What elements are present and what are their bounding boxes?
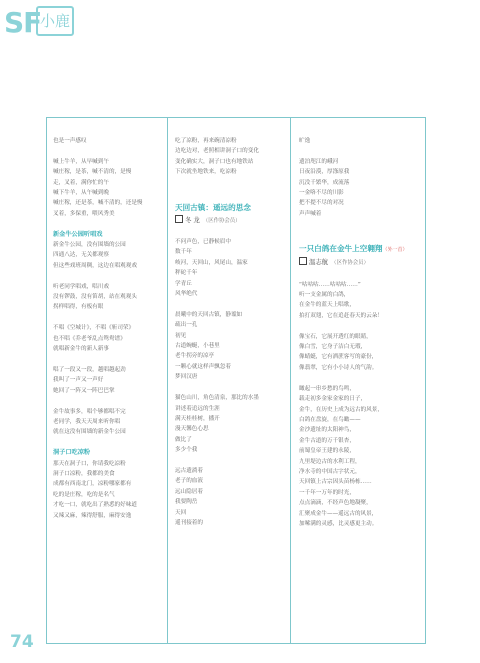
poem-line: 听一支金属的白鸽， (299, 292, 350, 299)
poem-line: 洞子口凉粉，我都的美食 (53, 470, 115, 477)
author-box-icon (299, 257, 307, 265)
poem-line: 我叫了一声又一声好 (53, 377, 104, 384)
poem-line: 拍打双翅，它在追赶春天的云朵！ (299, 312, 383, 319)
column-2-text-a (175, 136, 287, 178)
poem-line: 远古遗淌着 (175, 467, 203, 474)
poem-line: 才吃一口，就吃出了熟悉的好味道 (53, 502, 137, 509)
column-2 (175, 136, 287, 528)
poem-line: 白鸽在盘旋，在鸟瞰—— (299, 416, 361, 423)
column-3-text-b (299, 280, 423, 530)
poem-line: 她回了一阵又一阵巴巴掌 (53, 387, 115, 394)
poem-line: 瞰起一串乡愁的鸟鸣， (299, 385, 355, 392)
poem-line: 拐样唱得，有板有眼 (53, 304, 104, 311)
poem-line (53, 396, 163, 406)
poem-line: 九里堤边古的水利工程， (299, 458, 361, 465)
poem-line: 遗泊咫江的峨河 (299, 158, 339, 165)
poem-line: 那天在洞子口，你请我吃凉粉 (53, 460, 126, 467)
poem-line (53, 313, 163, 323)
poem-line: 风华绝代 (175, 291, 198, 298)
poem-line: 像蜻蜓，它有洒蔗客写的豪份， (299, 354, 378, 361)
poem-line: 一千年一万年的时光， (299, 489, 355, 496)
poem-line (175, 456, 287, 466)
column-3-text-a (299, 136, 423, 219)
poem-title-white-dove (299, 243, 423, 256)
poem-line (299, 321, 423, 331)
poem-line: 叉着，多保重，喂风秀美 (53, 210, 115, 217)
logo-text: SF (4, 6, 42, 39)
poem-line: 远山隐居着 (175, 488, 203, 495)
column-3 (299, 136, 423, 529)
poem-line: 加嗦满的灵感，比灵感更主动。 (299, 520, 378, 527)
author-line-2 (175, 214, 287, 227)
poem-line: 前蜀皇帝王建的永陵， (299, 448, 355, 455)
poem-line: 猫色山川，角色清泉，那比的水墨 (175, 395, 259, 402)
poem-line: 在金牛的蓝天上唱歌， (299, 302, 355, 309)
poem-line: 下次就坐地铁来，吃凉粉 (175, 169, 237, 176)
page-number: 74 (10, 632, 34, 652)
poem-line: 多少个我 (175, 447, 198, 454)
poem-line: 把不提不尽的对况 (299, 200, 344, 207)
poem-line: 就在这没有围墙的新金牛公园 (53, 429, 126, 436)
poem-line: 天回 (175, 509, 187, 516)
poem-line: 日夜沿漠，厚涤原我 (299, 169, 350, 176)
poem-line: 载走初多金家金家的日子， (299, 396, 367, 403)
poem-line: 数千年 (175, 249, 192, 256)
poem-line: 成都有西南北门，凉粉哪家都有 (53, 481, 132, 488)
poem-line: 四通八达，无关都观察 (53, 252, 109, 259)
poem-line (53, 146, 163, 156)
poem-frame (46, 117, 426, 644)
poem-line: 讲述着追远的生涯 (175, 405, 220, 412)
poem-line: 金牛古道的万千银杏， (299, 437, 355, 444)
poem-line (53, 271, 163, 281)
poem-line: 做比了 (175, 436, 192, 443)
column-1-text-c (53, 459, 163, 521)
poem-title-tianhui: 天回古镇：遥远的思念 (175, 202, 251, 212)
poem-line: 喊庄稼，还是茶，喊不清的，还是慢 (53, 200, 143, 207)
poem-line: 新金牛公园，没有围墙的公园 (53, 242, 126, 249)
poem-line: 像翡翠，它有小小诗人的气韵。 (299, 364, 378, 371)
poem-line: 也是一声感叹 (53, 138, 87, 144)
poem-line (299, 373, 423, 383)
poem-line: 金沙遗址的太阳神鸟， (299, 427, 355, 434)
poem-line: 点点滴滴，不经声色地凝聚， (299, 500, 372, 507)
author-name-3: 温志航 (309, 258, 329, 267)
poem-line: 变化确实大，洞子口也有地铁站 (175, 158, 254, 165)
poem-line: 老牛拐旁的凉亭 (175, 353, 215, 360)
poem-line: 喊下牛羊，从午喊到晚 (53, 190, 109, 197)
poem-line: 吃了凉粉，再来碗清凉粉 (175, 138, 237, 144)
poem-line: 旷逸 (299, 138, 311, 144)
poem-line: 但这些戏班周稠，这边在唱观观戏 (53, 262, 137, 269)
poem-line: 也不唱《乔老爷乱点鸳鸯谱》 (53, 335, 126, 342)
poem-line: 不唱《空城计》，不唱《斩司荣》 (53, 325, 135, 332)
poem-line: 古道蜿蜒，小巷里 (175, 343, 220, 350)
poem-line: 没有锣鼓，没有笛胡，站在观观头 (53, 294, 137, 301)
poem-line: 梦回汉唐 (175, 374, 198, 381)
poem-line: 漫天馨色心思 (175, 426, 209, 433)
column-2-text-b (175, 237, 287, 528)
poem-line: 沉没千繁华，成流落 (299, 179, 350, 186)
poem-line: 不问声色，已静候眉中 (175, 239, 231, 246)
poem-line: 老同学，我天天周来听你唱 (53, 418, 121, 425)
poem-line: 听老同学唱戏，唱川戏 (53, 283, 109, 290)
poem-line: 岐河，天回山，风尾山，温家 (175, 259, 248, 266)
poem-line: 喊庄稼，是茶，喊不清的，是慢 (53, 169, 132, 176)
author-role-2: （区作协会员） (202, 217, 241, 224)
poem-line: 晨曦中的天回古镇，静谧如 (175, 311, 243, 318)
poem-line (175, 299, 287, 309)
poem-line: 一金咯不尽的川影 (299, 190, 344, 197)
poem-line: 就唱新金牛的新人新事 (53, 346, 109, 353)
poem-line (175, 383, 287, 393)
poem-line: 秤砣千年 (175, 270, 198, 277)
poem-line: 喊上牛羊，从早喊到午 (53, 158, 109, 165)
poem-title-small: （外一首） (382, 247, 408, 254)
poem-line: 老子的血液 (175, 478, 203, 485)
poem-line: 遥刊接着的 (175, 519, 203, 526)
poem-line: 走，叉着，满你忙的午 (53, 179, 109, 186)
column-1-text-b (53, 240, 163, 438)
poem-line: 声声喊着 (299, 210, 322, 217)
poem-line: 金牛故事多，唱个够都唱不完 (53, 408, 126, 415)
poem-line: 净水寺的中国古字状元， (299, 468, 361, 475)
poem-line: 疏出一孔 (175, 322, 198, 329)
logo-mark: 小鹿 (36, 6, 74, 36)
poem-line: “咕咕咕……咕咕咕……” (299, 281, 361, 288)
column-1 (53, 136, 163, 521)
poem-line (299, 146, 423, 156)
poem-line: 金牛，在历史上成为远古的风景， (299, 406, 383, 413)
poem-line: 初见 (175, 332, 187, 339)
poem-line: 一颗心就这样声飘忽着 (175, 363, 231, 370)
poem-line: 像宝石，它展开透红的眼睛， (299, 333, 372, 340)
poem-line: 学青丘 (175, 280, 192, 287)
poem-line: 像白雪，它身子洁白无瑕， (299, 344, 367, 351)
column-1-text-a (53, 136, 163, 219)
magazine-logo (0, 0, 110, 50)
poem-line: 边吃边对，老照相讲洞子口的变化 (175, 148, 259, 155)
column-divider-2 (290, 118, 291, 643)
subtitle-dongzikou: 洞子口吃凉粉 (53, 449, 91, 457)
author-line-3 (299, 256, 423, 269)
poem-line: 天回镇上古宗因头苗杨栋…… (299, 479, 372, 486)
poem-line: 汇聚成金牛——遥远古的风景， (299, 510, 378, 517)
column-divider-1 (167, 118, 168, 643)
author-box-icon (175, 215, 183, 223)
poem-line: 吃的是庄稼，吃的是名气 (53, 491, 115, 498)
poem-title-text: 一只白鸽在金牛上空翱翔 (299, 244, 383, 254)
author-name-2: 冬 龙 (185, 215, 200, 224)
poem-line (53, 355, 163, 365)
poem-line: 满天桂桂树，播开 (175, 415, 220, 422)
subtitle-jinniu-park: 新金牛公园听唱戏 (53, 230, 103, 238)
poem-line: 唱了一段又一段，越唱越起劲 (53, 366, 126, 373)
author-role-3: （区作协会员） (331, 260, 369, 267)
poem-line: 又辣又麻，辣得舒服，麻得安逸 (53, 512, 132, 519)
poem-line: 我要陶岳 (175, 499, 198, 506)
